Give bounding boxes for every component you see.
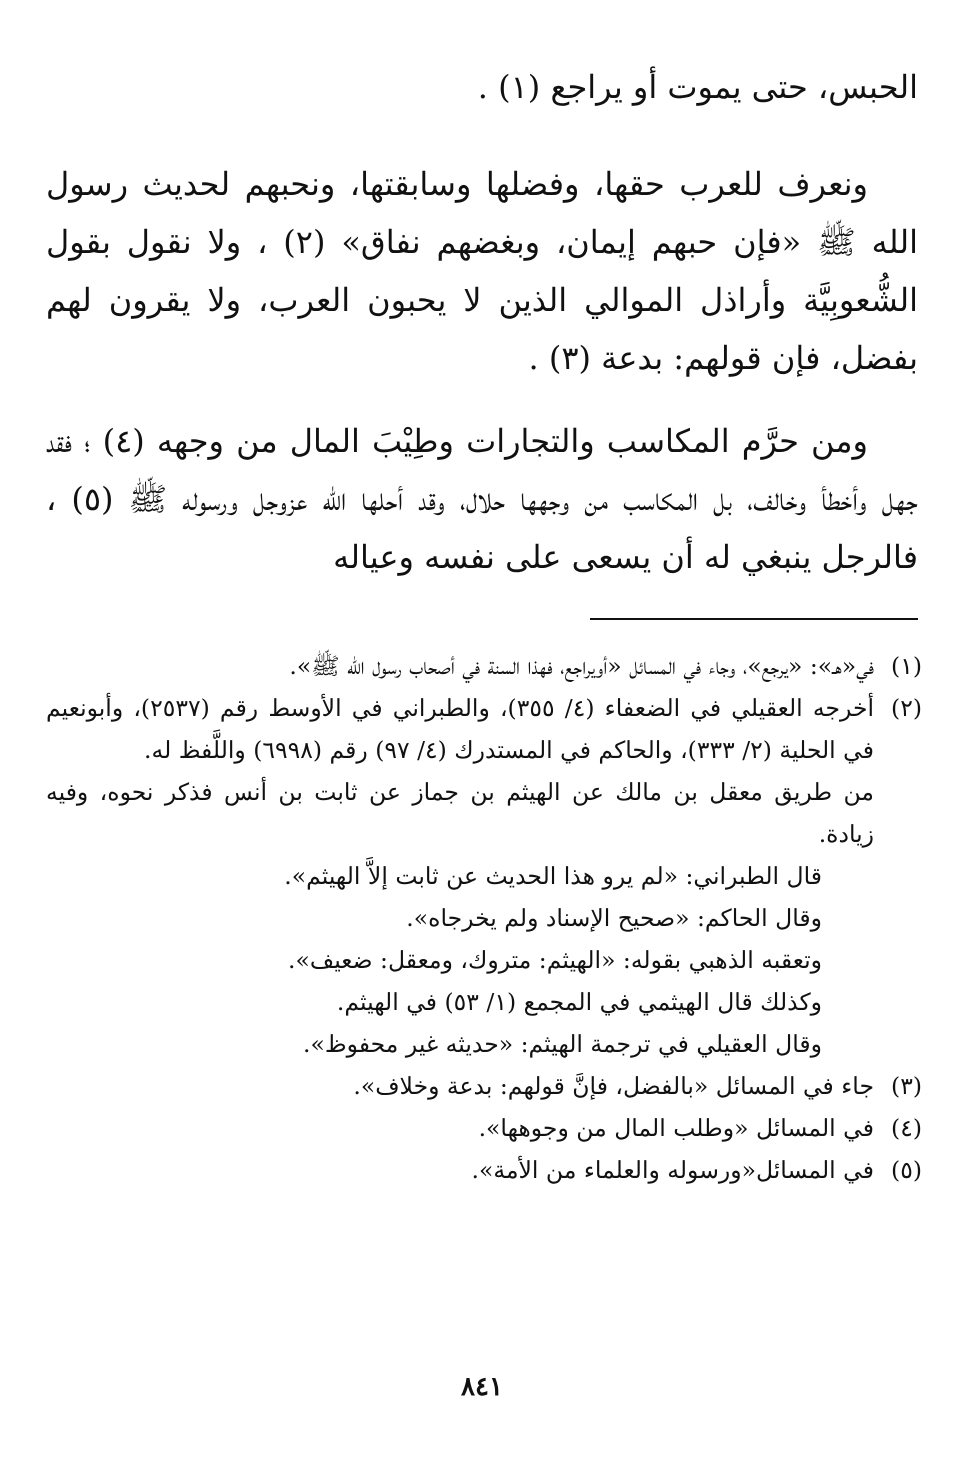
footnote-number: (٢) [891, 694, 922, 722]
footnote-2 [46, 687, 922, 771]
paragraph-1: الحبس، حتى يموت أو يراجع (١) . [477, 68, 918, 106]
footnote-quote: وقال العقيلي في ترجمة الهيثم: «حديثه غير محفوظ». [303, 1030, 822, 1058]
paragraph-2: ونعرف للعرب حقها، وفضلها وسابقتها، ونحبهم لحديث رسول الله ﷺ «فإن حبهم إيمان، وبغضهم نفاق» (٢) ، ولا نقول بقول الشُّعوبِيَّة وأراذل الموالي الذين لا يحبون العرب، ولا يقرون لهم بفضل، فإن قولهم: بدعة (٣) . [46, 165, 919, 377]
footnote-number: (٣) [891, 1072, 922, 1100]
footnote-text: في«هـ»: «يرجع»، وجاء في المسائل «أويراجع، فهذا السنة في أصحاب رسول الله ﷺ». [289, 652, 874, 680]
footnote-text: في المسائل «وطلب المال من وجوهها». [478, 1114, 874, 1142]
footnote-quote: قال الطبراني: «لم يرو هذا الحديث عن ثابت إلاَّ الهيثم». [284, 862, 822, 890]
paragraph-3: ومن حرَّم المكاسب والتجارات وطِيْبَ المال من وجهه (٤) ؛ فقد جهل وأخطأ وخالف، بل المكاسب من وجهها حلال، وقد أحلها الله عزوجل ورسوله ﷺ (٥) ، فالرجل ينبغي له أن يسعى على نفسه وعياله [46, 422, 919, 576]
footnote-quote: وقال الحاكم: «صحيح الإسناد ولم يخرجاه». [406, 904, 822, 932]
footnote-text: جاء في المسائل «بالفضل، فإنَّ قولهم: بدعة وخلاف». [353, 1072, 874, 1100]
footnotes-section [46, 645, 922, 1191]
footnote-3 [46, 1065, 922, 1107]
footnote-separator [590, 618, 918, 620]
footnote-number: (٤) [891, 1114, 922, 1142]
footnote-number: (٥) [891, 1156, 922, 1184]
footnote-2-quotes [46, 855, 822, 1065]
footnote-quote: وكذلك قال الهيثمي في المجمع (١/ ٥٣) في الهيثم. [336, 988, 822, 1016]
footnote-4 [46, 1107, 922, 1149]
footnote-number: (١) [891, 652, 922, 680]
footnote-text: في المسائل«ورسوله والعلماء من الأمة». [471, 1156, 874, 1184]
footnote-quote: وتعقبه الذهبي بقوله: «الهيثم: متروك، ومعقل: ضعيف». [288, 946, 822, 974]
page-number: ٨٤١ [461, 1372, 503, 1402]
footnote-5 [46, 1149, 922, 1191]
footnote-1 [46, 645, 922, 687]
footnote-2-continuation: من طريق معقل بن مالك عن الهيثم بن جماز عن ثابت بن أنس فذكر نحوه، وفيه زيادة. [46, 778, 874, 848]
footnote-text: أخرجه العقيلي في الضعفاء (٤/ ٣٥٥)، والطبراني في الأوسط رقم (٢٥٣٧)، وأبونعيم في الحلية (٢/ ٣٣٣)، والحاكم في المستدرك (٤/ ٩٧) رقم (٦٩٩٨) واللَّفظ له. [46, 694, 874, 764]
